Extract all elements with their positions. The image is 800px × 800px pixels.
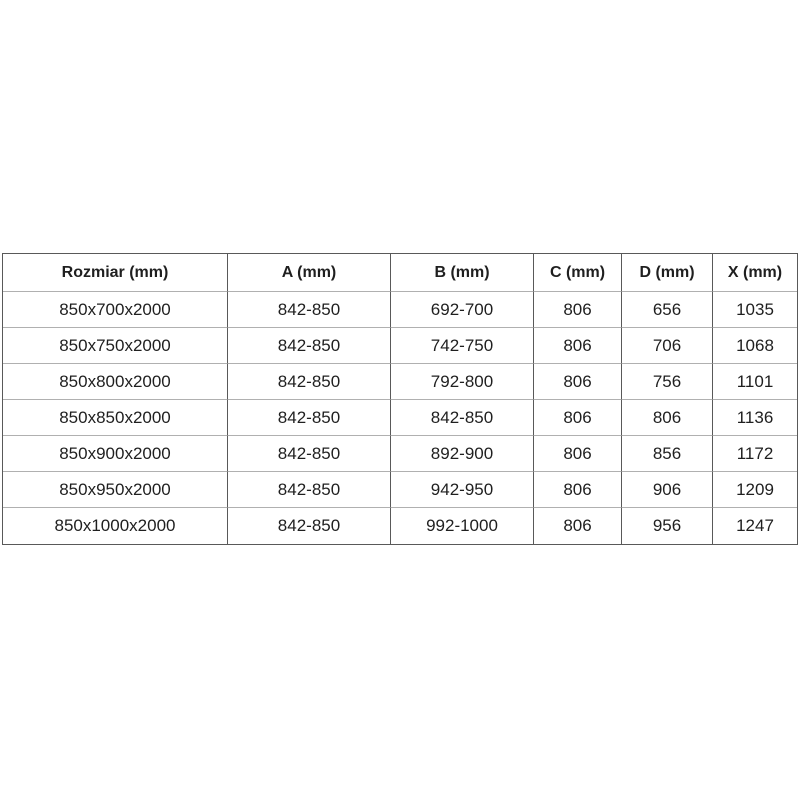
cell-x: 1209 bbox=[713, 472, 797, 508]
cell-x: 1035 bbox=[713, 292, 797, 328]
cell-b: 792-800 bbox=[391, 364, 534, 400]
cell-x: 1247 bbox=[713, 508, 797, 544]
table-row bbox=[3, 472, 797, 508]
table-row bbox=[3, 292, 797, 328]
table-row bbox=[3, 436, 797, 472]
cell-a: 842-850 bbox=[228, 364, 391, 400]
header-row bbox=[3, 254, 797, 292]
cell-b: 992-1000 bbox=[391, 508, 534, 544]
cell-x: 1172 bbox=[713, 436, 797, 472]
cell-b: 942-950 bbox=[391, 472, 534, 508]
cell-a: 842-850 bbox=[228, 436, 391, 472]
cell-x: 1136 bbox=[713, 400, 797, 436]
cell-rozmiar: 850x700x2000 bbox=[3, 292, 228, 328]
column-header-b: B (mm) bbox=[391, 254, 534, 292]
table-row bbox=[3, 508, 797, 544]
cell-a: 842-850 bbox=[228, 400, 391, 436]
cell-b: 842-850 bbox=[391, 400, 534, 436]
column-header-c: C (mm) bbox=[534, 254, 622, 292]
table-row bbox=[3, 328, 797, 364]
cell-b: 692-700 bbox=[391, 292, 534, 328]
cell-c: 806 bbox=[534, 364, 622, 400]
cell-a: 842-850 bbox=[228, 328, 391, 364]
cell-x: 1068 bbox=[713, 328, 797, 364]
cell-d: 806 bbox=[622, 400, 713, 436]
cell-a: 842-850 bbox=[228, 292, 391, 328]
cell-d: 906 bbox=[622, 472, 713, 508]
cell-d: 856 bbox=[622, 436, 713, 472]
cell-c: 806 bbox=[534, 508, 622, 544]
table-row bbox=[3, 364, 797, 400]
cell-c: 806 bbox=[534, 400, 622, 436]
cell-rozmiar: 850x750x2000 bbox=[3, 328, 228, 364]
column-header-x: X (mm) bbox=[713, 254, 797, 292]
column-header-d: D (mm) bbox=[622, 254, 713, 292]
column-header-rozmiar: Rozmiar (mm) bbox=[3, 254, 228, 292]
cell-rozmiar: 850x1000x2000 bbox=[3, 508, 228, 544]
cell-d: 656 bbox=[622, 292, 713, 328]
cell-x: 1101 bbox=[713, 364, 797, 400]
cell-d: 706 bbox=[622, 328, 713, 364]
cell-b: 892-900 bbox=[391, 436, 534, 472]
cell-c: 806 bbox=[534, 292, 622, 328]
column-header-a: A (mm) bbox=[228, 254, 391, 292]
size-table bbox=[2, 253, 798, 545]
cell-c: 806 bbox=[534, 436, 622, 472]
cell-a: 842-850 bbox=[228, 472, 391, 508]
cell-rozmiar: 850x850x2000 bbox=[3, 400, 228, 436]
cell-c: 806 bbox=[534, 472, 622, 508]
cell-a: 842-850 bbox=[228, 508, 391, 544]
cell-d: 956 bbox=[622, 508, 713, 544]
size-table-container bbox=[2, 253, 796, 545]
cell-d: 756 bbox=[622, 364, 713, 400]
cell-c: 806 bbox=[534, 328, 622, 364]
cell-rozmiar: 850x800x2000 bbox=[3, 364, 228, 400]
cell-rozmiar: 850x900x2000 bbox=[3, 436, 228, 472]
table-row bbox=[3, 400, 797, 436]
cell-b: 742-750 bbox=[391, 328, 534, 364]
cell-rozmiar: 850x950x2000 bbox=[3, 472, 228, 508]
